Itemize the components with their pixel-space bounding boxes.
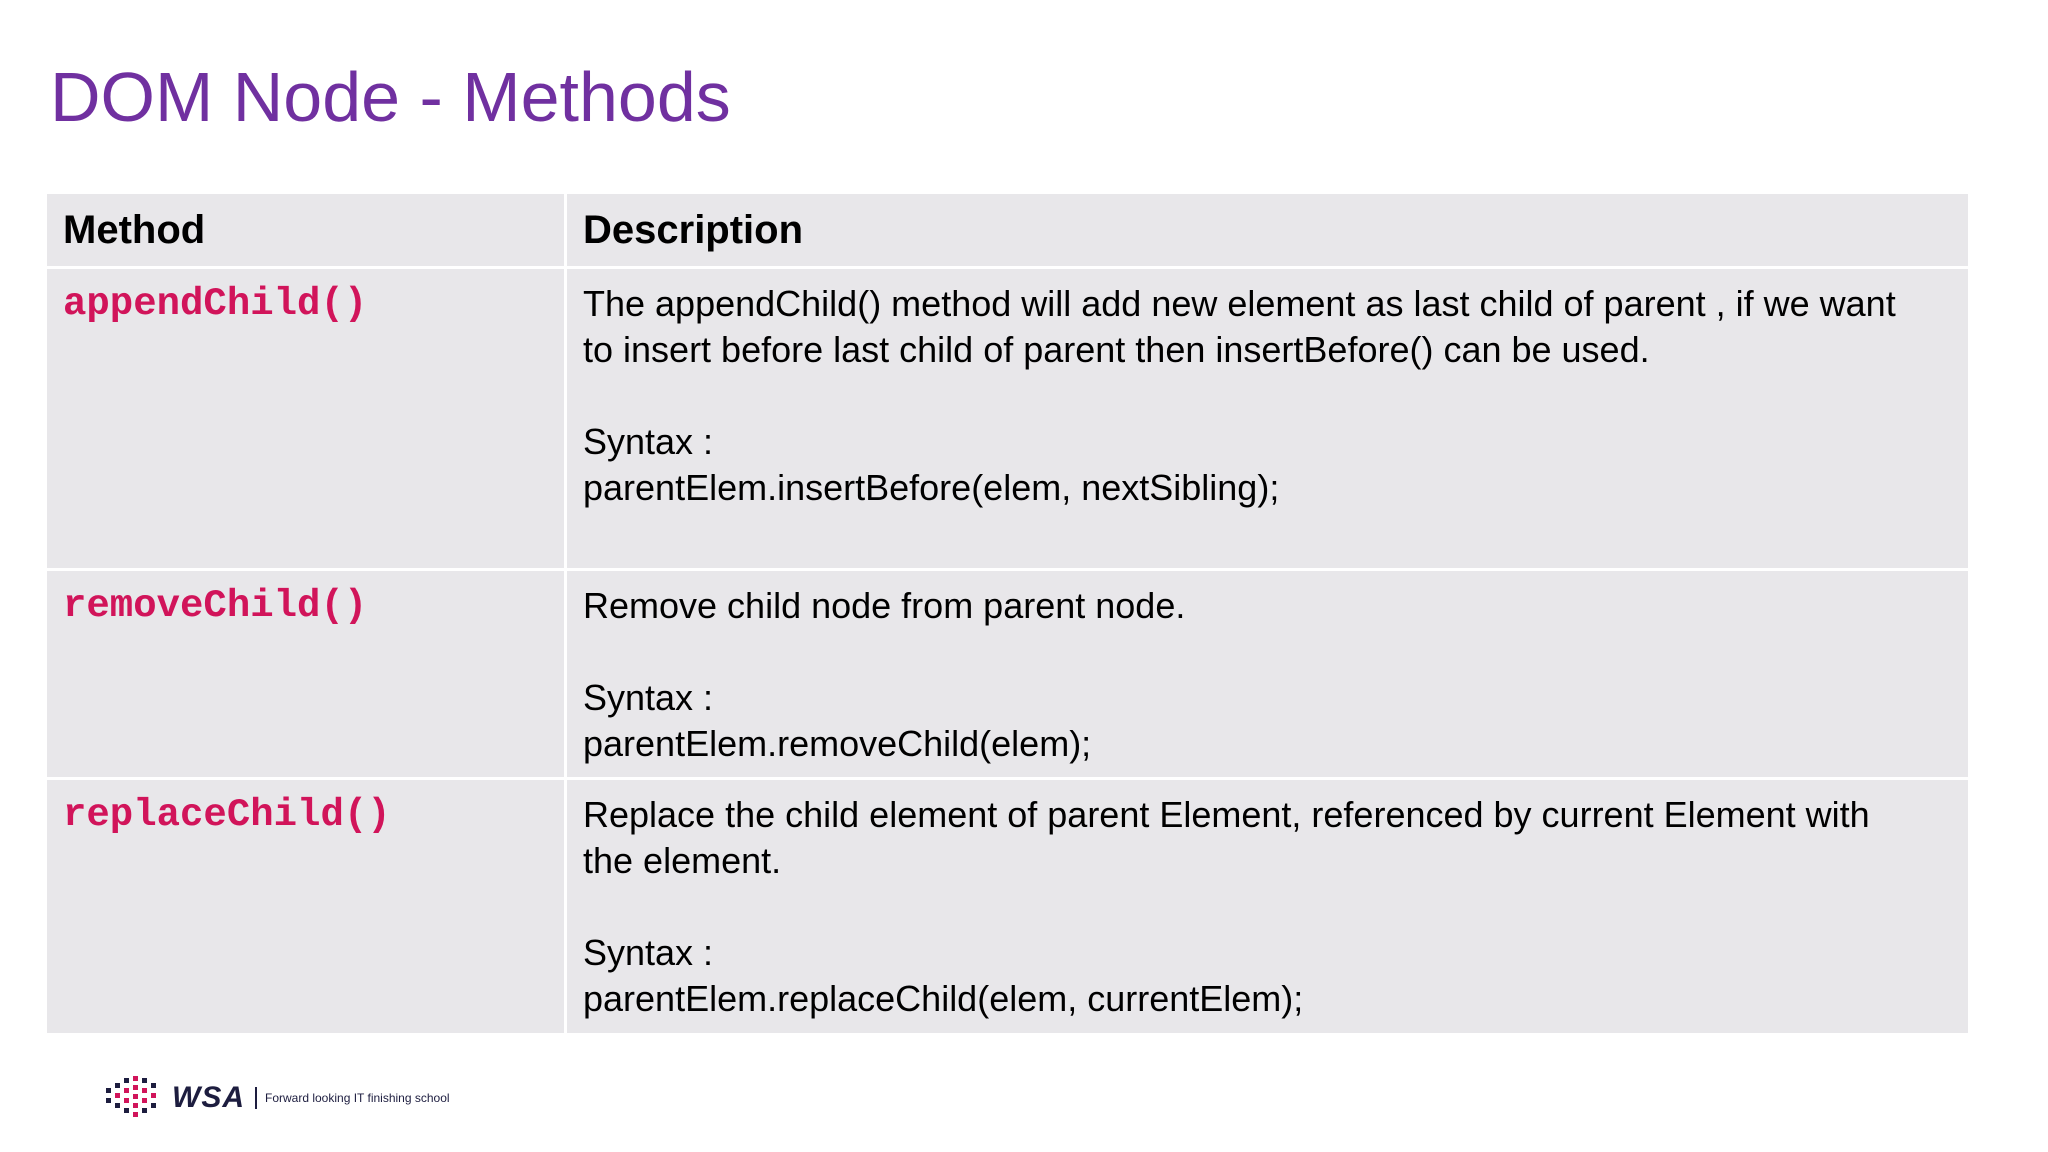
description-cell bbox=[566, 779, 1970, 1035]
table-row bbox=[46, 779, 1970, 1035]
method-cell bbox=[46, 268, 566, 570]
wsa-logo bbox=[106, 1076, 450, 1120]
syntax-label: Syntax : bbox=[583, 677, 714, 718]
method-name: replaceChild() bbox=[63, 793, 391, 837]
method-name: removeChild() bbox=[63, 584, 368, 628]
syntax-label: Syntax : bbox=[583, 421, 714, 462]
logo-wordmark: WSA bbox=[172, 1081, 245, 1114]
methods-table bbox=[44, 191, 1971, 1036]
method-description: The appendChild() method will add new element as last child of parent , if we want to insert before last child of parent then insertBefore() can be used. bbox=[583, 283, 1896, 370]
method-cell bbox=[46, 779, 566, 1035]
method-description: Remove child node from parent node. bbox=[583, 585, 1186, 626]
slide-title: DOM Node - Methods bbox=[50, 58, 731, 136]
method-column-header: Method bbox=[46, 193, 566, 268]
table-row bbox=[46, 570, 1970, 779]
syntax-label: Syntax : bbox=[583, 932, 714, 973]
logo-divider bbox=[255, 1087, 257, 1109]
logo-tagline: Forward looking IT finishing school bbox=[265, 1091, 450, 1105]
syntax-code: parentElem.insertBefore(elem, nextSibling); bbox=[583, 467, 1280, 508]
description-column-header: Description bbox=[566, 193, 1970, 268]
syntax-code: parentElem.replaceChild(elem, currentElem); bbox=[583, 978, 1304, 1019]
table-row bbox=[46, 268, 1970, 570]
method-description: Replace the child element of parent Element, referenced by current Element with the element. bbox=[583, 794, 1870, 881]
method-cell bbox=[46, 570, 566, 779]
table-header-row bbox=[46, 193, 1970, 268]
method-name: appendChild() bbox=[63, 282, 368, 326]
description-cell bbox=[566, 268, 1970, 570]
syntax-code: parentElem.removeChild(elem); bbox=[583, 723, 1092, 764]
dot-grid-icon bbox=[106, 1076, 162, 1120]
description-cell bbox=[566, 570, 1970, 779]
